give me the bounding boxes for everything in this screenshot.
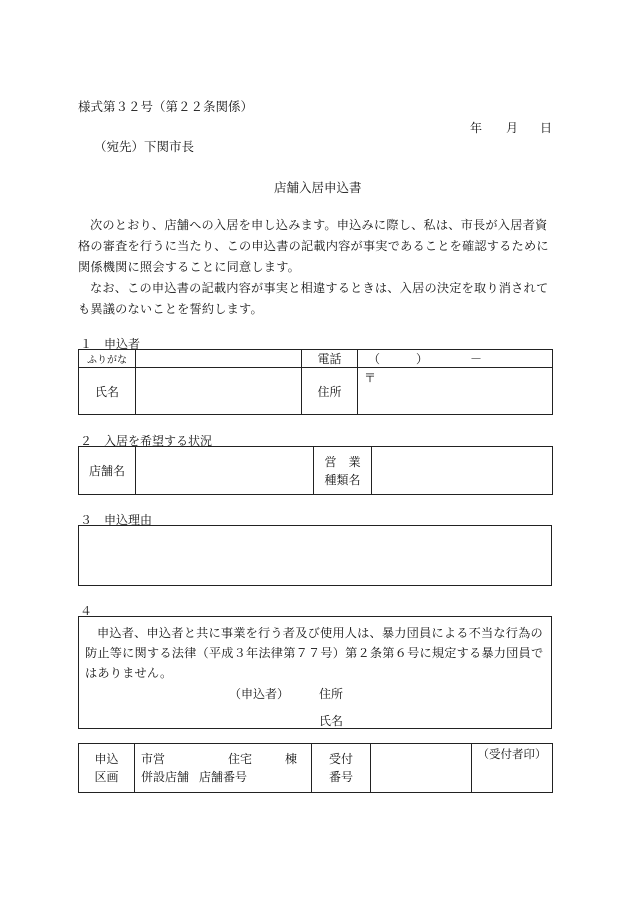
intro-paragraph-1: 次のとおり、店舗への入居を申し込みます。申込みに際し、私は、市長が入居者資格の審査を行うに当たり、この申込書の記載内容が事実であることを確認するために関係機関に照会することに同意します。 (78, 218, 549, 274)
receiver-seal-label: （受付者印） (477, 747, 547, 761)
reason-field[interactable] (78, 525, 552, 586)
address-label: 住所 (302, 368, 358, 415)
division-label-line1: 申込 (94, 752, 119, 766)
municipal-label: 市営 (141, 752, 166, 766)
business-type-label-line2: 種類名 (324, 472, 361, 487)
address-field[interactable] (358, 368, 553, 415)
receipt-label-line1: 受付 (328, 752, 353, 766)
name-field[interactable] (136, 368, 302, 415)
section1-heading: １ 申込者 (80, 337, 141, 351)
addressee: （宛先）下関市長 (94, 139, 195, 154)
store-name-field[interactable] (136, 447, 314, 495)
receiver-seal-cell[interactable] (472, 744, 553, 793)
division-label (79, 744, 135, 793)
declaration-name-label: 氏名 (319, 714, 344, 728)
business-type-field[interactable] (372, 447, 553, 495)
declaration-applicant-label: （申込者） (229, 687, 290, 701)
receipt-number-field[interactable] (371, 744, 472, 793)
phone-label: 電話 (302, 350, 358, 368)
attached-store-label: 併設店舗 (141, 770, 190, 784)
furigana-label: ふりがな (79, 350, 136, 368)
declaration-address-label: 住所 (319, 687, 344, 701)
business-type-label-line1: 営 業 (324, 454, 361, 469)
store-number-label: 店舗番号 (199, 770, 248, 784)
business-type-label (314, 447, 372, 495)
desired-store-table (78, 446, 553, 495)
furigana-field[interactable] (136, 350, 302, 368)
intro-paragraph-2: なお、この申込書の記載内容が事実と相違するときは、入居の決定を取り消されても異議のないことを誓約します。 (78, 281, 549, 316)
date-year-label: 年 (470, 121, 483, 135)
office-use-table (78, 743, 553, 793)
name-label: 氏名 (79, 368, 136, 415)
division-field[interactable] (135, 744, 312, 793)
form-number: 様式第３２号（第２２条関係） (78, 99, 254, 114)
housing-label: 住宅 (228, 752, 253, 766)
receipt-label-line2: 番号 (328, 770, 353, 784)
phone-format: （ ） － (368, 352, 483, 366)
declaration-text: 申込者、申込者と共に事業を行う者及び使用人は、暴力団員による不当な行為の防止等に関する法律（平成３年法律第７７号）第２条第６号に規定する暴力団員ではありません。 (85, 626, 544, 680)
building-label: 棟 (285, 752, 298, 766)
receipt-label (312, 744, 371, 793)
date-month-label: 月 (506, 121, 519, 135)
section3-heading: ３ 申込理由 (80, 513, 153, 527)
date-day-label: 日 (540, 121, 553, 135)
postal-mark: 〒 (364, 371, 377, 385)
section2-heading: ２ 入居を希望する状況 (80, 434, 213, 448)
section4-heading: ４ (80, 604, 93, 618)
declaration-box (78, 616, 552, 729)
store-name-label: 店舗名 (79, 447, 136, 495)
phone-field[interactable] (358, 350, 553, 368)
applicant-table (78, 349, 553, 415)
division-label-line2: 区画 (94, 770, 119, 784)
document-title: 店舗入居申込書 (274, 180, 362, 195)
